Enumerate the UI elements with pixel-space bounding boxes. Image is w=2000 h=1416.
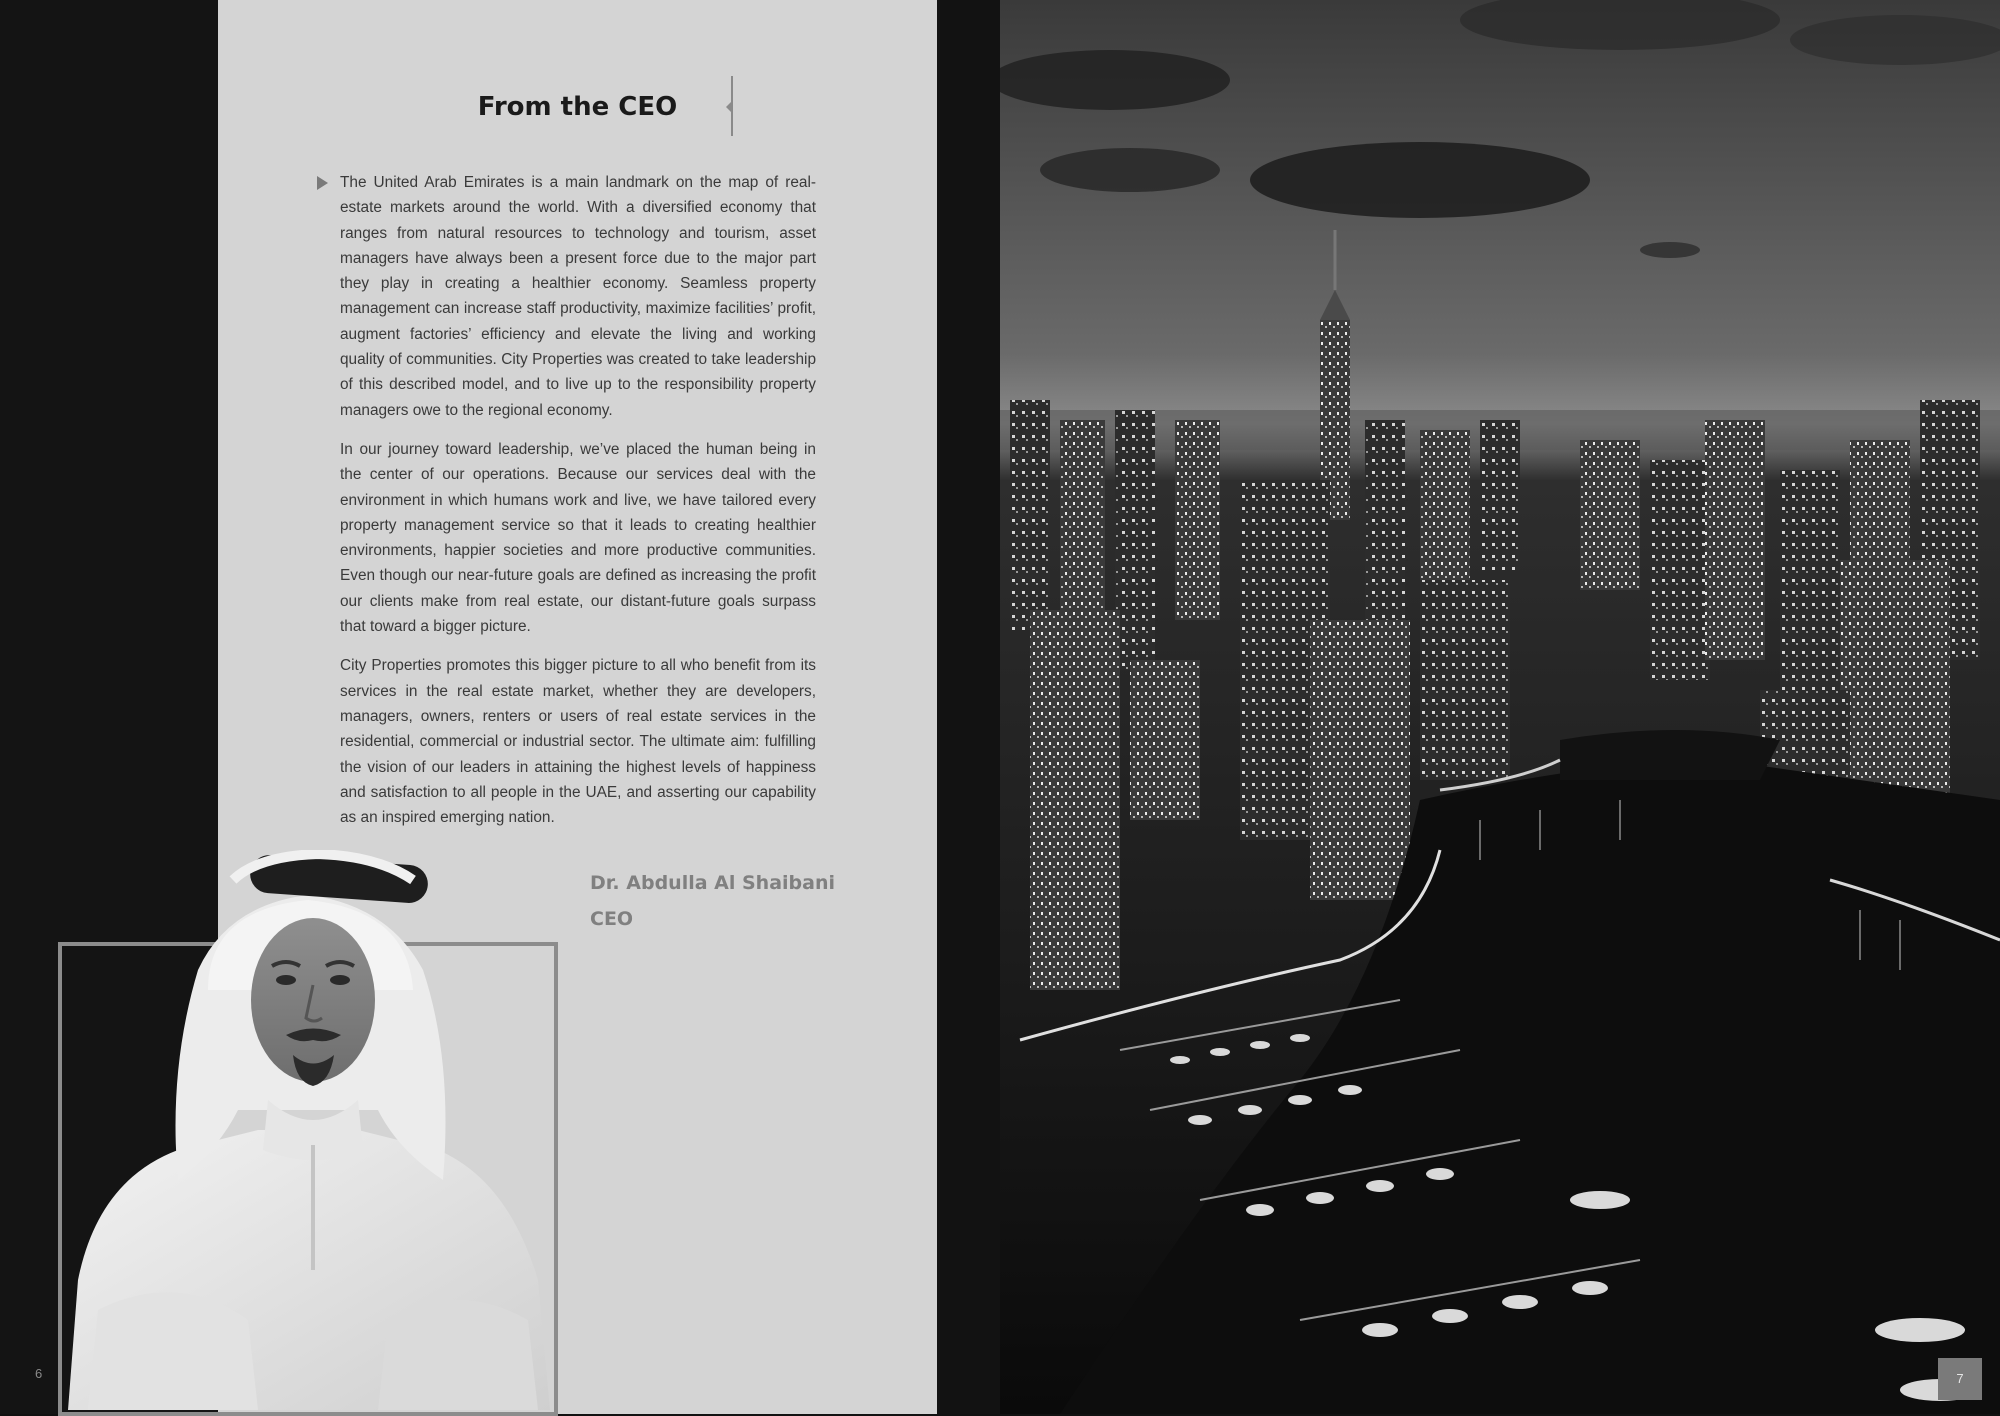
city-skyline-photo <box>1000 0 2000 1414</box>
ceo-portrait <box>58 850 558 1414</box>
triangle-right-icon <box>317 176 328 190</box>
signature-title: CEO <box>590 908 634 930</box>
page-number-right: 7 <box>1938 1358 1982 1400</box>
paragraph-3: City Properties promotes this bigger picture to all who benefit from its services in the real estate market, whether they are developers, managers, owners, renters or users of real estate services in the residential, commercial or industrial sector. The ultimate aim: fulfilling the vision of our leaders in attaining the highest levels of happiness and satisfaction to all people in the UAE, and asserting our capability as an inspired emerging nation. <box>340 657 816 827</box>
center-gutter <box>937 0 1000 1414</box>
paragraph-2: In our journey toward leadership, we’ve placed the human being in the center of our operations. Because our services deal with the environment in which humans work and live, we have tailored every property management service so that it leads to creating healthier environments, happier societies and more productive communities. Even though our near-future goals are defined as increasing the profit our clients make from real estate, our distant-future goals surpass that toward a bigger picture. <box>340 440 816 636</box>
title-divider <box>731 76 733 136</box>
paragraph-1: The United Arab Emirates is a main landmark on the map of real-estate markets around the world. With a diversified economy that ranges from natural resources to technology and tourism, asset managers have always been a present force due to the major part they play in creating a healthier economy. Seamless property management can increase staff productivity, maximize facilities’ profit, augment factories’ efficiency and elevate the living and working quality of communities. City Properties was created to take leadership of this described model, and to live up to the responsibility property managers owe to the regional economy. <box>340 174 816 419</box>
page-number-left: 6 <box>35 1366 43 1381</box>
ceo-message-body <box>340 170 816 844</box>
signature-name: Dr. Abdulla Al Shaibani <box>590 872 835 894</box>
page-title: From the CEO <box>477 92 678 122</box>
title-divider-tick <box>726 102 731 112</box>
